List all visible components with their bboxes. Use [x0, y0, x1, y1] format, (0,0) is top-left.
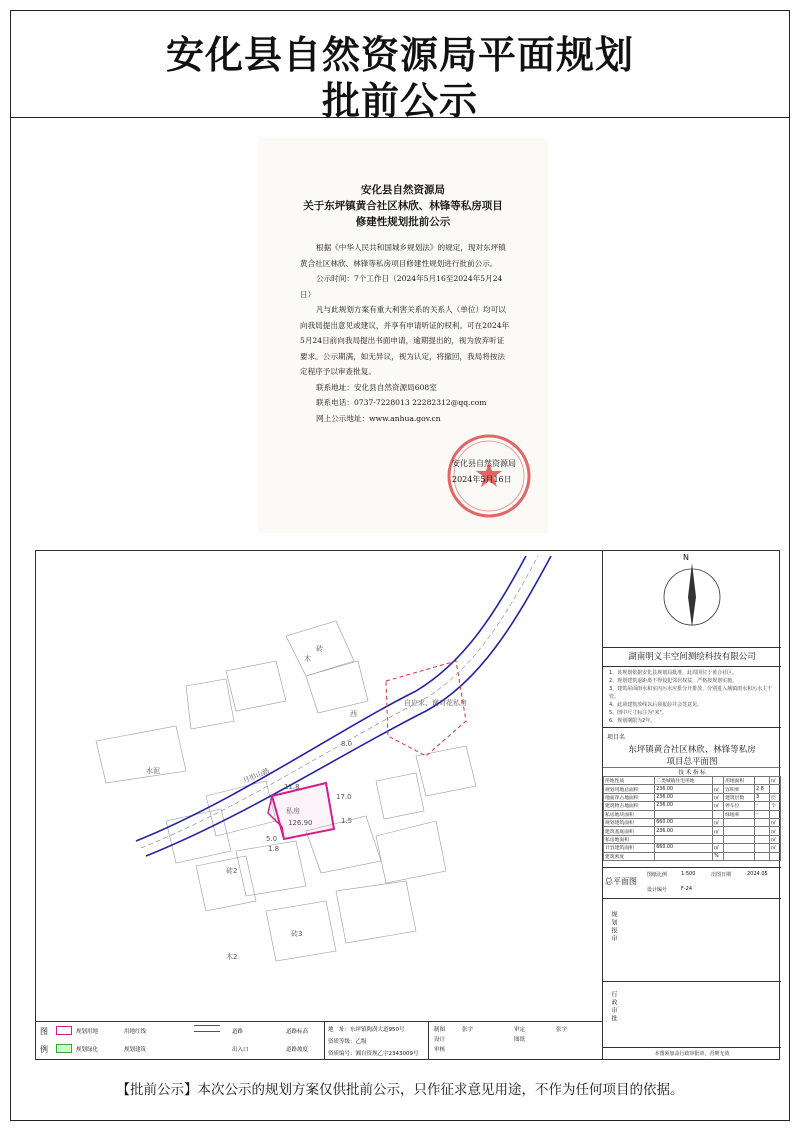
tech-table-cell: -	[755, 810, 770, 818]
tech-table-cell: 停车位	[724, 802, 755, 810]
site-plan	[35, 550, 780, 1060]
tech-table-cell: 236.00	[655, 802, 713, 810]
legend	[36, 1021, 602, 1060]
tech-table-cell	[713, 835, 724, 843]
notice-website[interactable]: 网上公示地址：www.anhua.gov.cn	[316, 413, 441, 423]
tech-table-cell: 建筑基底面积	[604, 827, 655, 835]
lot-label: 私房	[286, 807, 300, 815]
role-label: 审定	[514, 1027, 526, 1033]
tech-table-cell	[755, 835, 770, 843]
page-subtitle: 批前公示	[321, 79, 478, 123]
tech-table-cell	[655, 835, 713, 843]
tech-table-cell: ㎡	[713, 844, 724, 852]
tech-table-cell	[724, 827, 755, 835]
bottom-note: 本图须加盖行政审批章，否则无效	[603, 1047, 781, 1057]
plan-note: 2、规划建筑退距离不得侵犯邻居权益，严格按规划实施。	[609, 678, 738, 684]
tech-table-cell	[724, 835, 755, 843]
legend-item: 道路坡度	[286, 1047, 309, 1053]
north-label: N	[683, 553, 689, 562]
tech-table-cell	[713, 810, 724, 818]
map-label-shuini: 水泥	[146, 767, 160, 775]
dim-17: 17.0	[336, 793, 352, 801]
tech-table-row	[604, 835, 781, 843]
legend-example: 例	[40, 1045, 48, 1054]
page-header	[10, 10, 790, 123]
tech-table-grid	[603, 776, 781, 861]
drawing-name: 总平面图	[605, 877, 637, 886]
tech-table-cell	[724, 818, 755, 826]
map-label-zhuan: 砖	[316, 645, 323, 653]
plan-note: 6、规划期限为2年。	[609, 718, 656, 724]
legend-item: 出入口	[232, 1047, 249, 1053]
road-width-label: 8.0	[341, 740, 353, 748]
dim-15: 1.5	[341, 817, 353, 825]
map-label-zhuan3: 砖3	[291, 930, 303, 938]
tech-table-cell: ㎡	[713, 785, 724, 793]
tech-table-cell: 3	[755, 793, 770, 801]
legend-item: 规划建筑	[124, 1047, 147, 1053]
drawing-info	[603, 867, 781, 899]
tech-table-cell	[755, 827, 770, 835]
tech-table-cell	[724, 852, 755, 860]
tech-table-row	[604, 785, 781, 793]
tech-table-cell: 个	[770, 802, 781, 810]
lot-area-label: 126.90	[288, 819, 313, 827]
tech-table-row	[604, 793, 781, 801]
seal-date: 2024年5月16日	[452, 475, 512, 484]
tech-table-cell	[655, 810, 713, 818]
date-value: 2024.05	[747, 871, 768, 877]
tech-table-cell	[755, 818, 770, 826]
seal-org: 安化县自然资源局	[452, 459, 516, 468]
tech-table-title: 技 术 指 标	[603, 767, 781, 776]
notice-title-2: 修建性规划批前公示	[355, 216, 451, 228]
tech-table-cell: ㎡	[770, 827, 781, 835]
tech-table-row	[604, 810, 781, 818]
neighbor-label: 自应求、谢对花私房	[404, 699, 467, 707]
side-label-approval: 行政审批	[610, 991, 617, 1023]
tech-table-cell: ㎡	[770, 844, 781, 852]
legend-item: 道路标高	[286, 1029, 309, 1035]
tech-table-cell: ㎡	[713, 818, 724, 826]
tech-table-row	[604, 852, 781, 860]
notice-para-1: 根据《中华人民共和国城乡规划法》的规定，现对东坪镇黄合社区林欣、林锋等私房项目修建性规划进行批前公示。	[300, 243, 506, 268]
role-label: 图纸	[514, 1037, 526, 1043]
tech-table-cell: 私房地块面积	[604, 810, 655, 818]
tech-table-cell: 用地性质	[604, 777, 655, 785]
notice-para-3: 凡与此规划方案有重大利害关系的关系人（单位）均可以向我局提出意见或建议，并享有申请听证的权利。可在2024年5月24日前向我局提出书面申请，逾期提出的，视为放弃听证要求。公示期满，如无异议，视为认定，将撤回，我局将按法定程序予以审查批复。	[300, 305, 510, 376]
legend-item: 规划用地	[76, 1029, 99, 1035]
dim-50: 5.0	[266, 835, 278, 843]
road-label: 月形山路	[241, 766, 271, 785]
notice-title-1: 关于东坪镇黄合社区林欣、林锋等私房项目	[303, 200, 503, 212]
map-label-xi: 西	[350, 710, 357, 718]
legend-item: 道路	[232, 1029, 244, 1035]
contact-phone: 联系电话：0737-7228013 22282312@qq.com	[316, 398, 487, 407]
tech-table-cell	[755, 852, 770, 860]
tech-table-cell: 规划用地总面积	[604, 785, 655, 793]
tech-table-cell: 660.00	[655, 844, 713, 852]
tech-table-row	[604, 818, 781, 826]
drawing-title: 项目总平面图	[666, 757, 718, 767]
tech-table-cell	[724, 844, 755, 852]
tech-table-row	[604, 777, 781, 785]
dim-18: 1.8	[268, 845, 280, 853]
company-name: 湖南明义丰空间测绘科技有限公司	[603, 647, 781, 667]
tech-table-row	[604, 802, 781, 810]
tech-table-cell: %	[713, 852, 724, 860]
tech-table-row	[604, 827, 781, 835]
tech-table-cell: 236.00	[655, 793, 713, 801]
legend-item: 规划绿化	[76, 1047, 99, 1053]
map-label-mu: 木	[304, 655, 311, 663]
dim-118: 11.8	[284, 783, 300, 791]
tech-table-row	[604, 844, 781, 852]
tech-table-cell: 私房地面积	[604, 835, 655, 843]
notice-para-2: 公示时间：7个工作日（2024年5月16至2024年5月24日）	[300, 274, 503, 299]
tech-table-cell: 236.00	[655, 827, 713, 835]
tech-table-cell: 建筑密度	[604, 852, 655, 860]
north-arrow-icon	[659, 553, 725, 633]
tech-table-cell: -	[755, 802, 770, 810]
tech-table-cell: 用地面积	[724, 777, 755, 785]
role-label: 制图	[434, 1027, 446, 1033]
side-label-review: 规划报审	[610, 911, 617, 943]
tech-table-cell: 绿地率	[724, 810, 755, 818]
project-block	[603, 727, 781, 768]
number-value: F-24	[681, 886, 693, 892]
tech-table-cell: 地面净占地面积	[604, 793, 655, 801]
tech-table-cell: 2.8	[755, 785, 770, 793]
tech-table-cell: 层	[770, 793, 781, 801]
tech-table-cell: ㎡	[770, 835, 781, 843]
footer-disclaimer: 【批前公示】本次公示的规划方案仅供批前公示，只作征求意见用途，不作为任何项目的依据。	[116, 1082, 684, 1098]
number-label: 设计编号	[647, 887, 668, 893]
role-label: 审核	[434, 1047, 446, 1053]
tech-table-cell: ㎡	[713, 802, 724, 810]
tech-table	[603, 767, 781, 861]
date-label: 出图日期	[711, 872, 732, 878]
title-block	[602, 551, 781, 1059]
tech-table-cell: 计容建筑面积	[604, 844, 655, 852]
plan-notes	[609, 669, 777, 725]
tech-table-cell: ㎡	[713, 827, 724, 835]
tech-table-cell: 规划建筑面积	[604, 818, 655, 826]
project-label: 项目名	[607, 734, 626, 741]
tech-table-cell	[770, 810, 781, 818]
plan-note: 1、该规划依据安化县规划局批准，此周围位于黄合社区。	[609, 670, 738, 676]
tech-table-cell	[655, 852, 713, 860]
plan-note: 4、此项建筑放线以后须报验并会签意见。	[609, 702, 703, 708]
tech-table-cell: 236.00	[655, 785, 713, 793]
legend-item: 用地红线	[124, 1029, 147, 1035]
tech-table-cell	[755, 844, 770, 852]
tech-table-cell	[713, 777, 724, 785]
legend-info-grade: 资质等级：乙级	[328, 1039, 367, 1045]
scale-label: 图纸比例	[647, 872, 668, 878]
role-name: 张宇	[462, 1027, 474, 1033]
tech-table-cell	[770, 785, 781, 793]
notice-org: 安化县自然资源局	[361, 184, 445, 196]
legend-fig: 图	[40, 1027, 48, 1036]
role-label: 设计	[434, 1037, 446, 1043]
tech-table-cell	[755, 777, 770, 785]
site-map	[36, 551, 602, 1021]
project-name: 东坪镇黄合社区林欣、林锋等私房	[628, 745, 756, 755]
map-label-mu2: 木2	[226, 953, 238, 961]
plan-note: 5、图中尺寸标注为"米"。	[609, 710, 667, 716]
scale-value: 1:500	[681, 871, 696, 877]
plan-note: 3、建筑屋面雨水和室内污水应排分开排放，分别进入城镇雨水和污水主干管。	[609, 686, 773, 700]
tech-table-cell: 建筑物占地面积	[604, 802, 655, 810]
map-label-zhuan2: 砖2	[226, 867, 238, 875]
tech-table-cell: 容积率	[724, 785, 755, 793]
tech-table-cell	[770, 852, 781, 860]
role-name: 张宇	[556, 1027, 568, 1033]
tech-table-cell: ㎡	[770, 818, 781, 826]
tech-table-cell: ㎡	[713, 793, 724, 801]
legend-info-address: 地 址：东坪镇陶澍大道950号	[328, 1027, 405, 1033]
tech-table-cell: 660.00	[655, 818, 713, 826]
tech-table-cell: 二类城镇住宅用地	[655, 777, 713, 785]
contact-address: 联系地址：安化县自然资源局608室	[316, 382, 437, 392]
tech-table-cell: ㎡	[770, 777, 781, 785]
page-title: 安化县自然资源局平面规划	[165, 33, 634, 77]
legend-info-number: 资质编号：湘自资规乙字2343009号	[328, 1051, 419, 1057]
tech-table-cell: 建筑层数	[724, 793, 755, 801]
